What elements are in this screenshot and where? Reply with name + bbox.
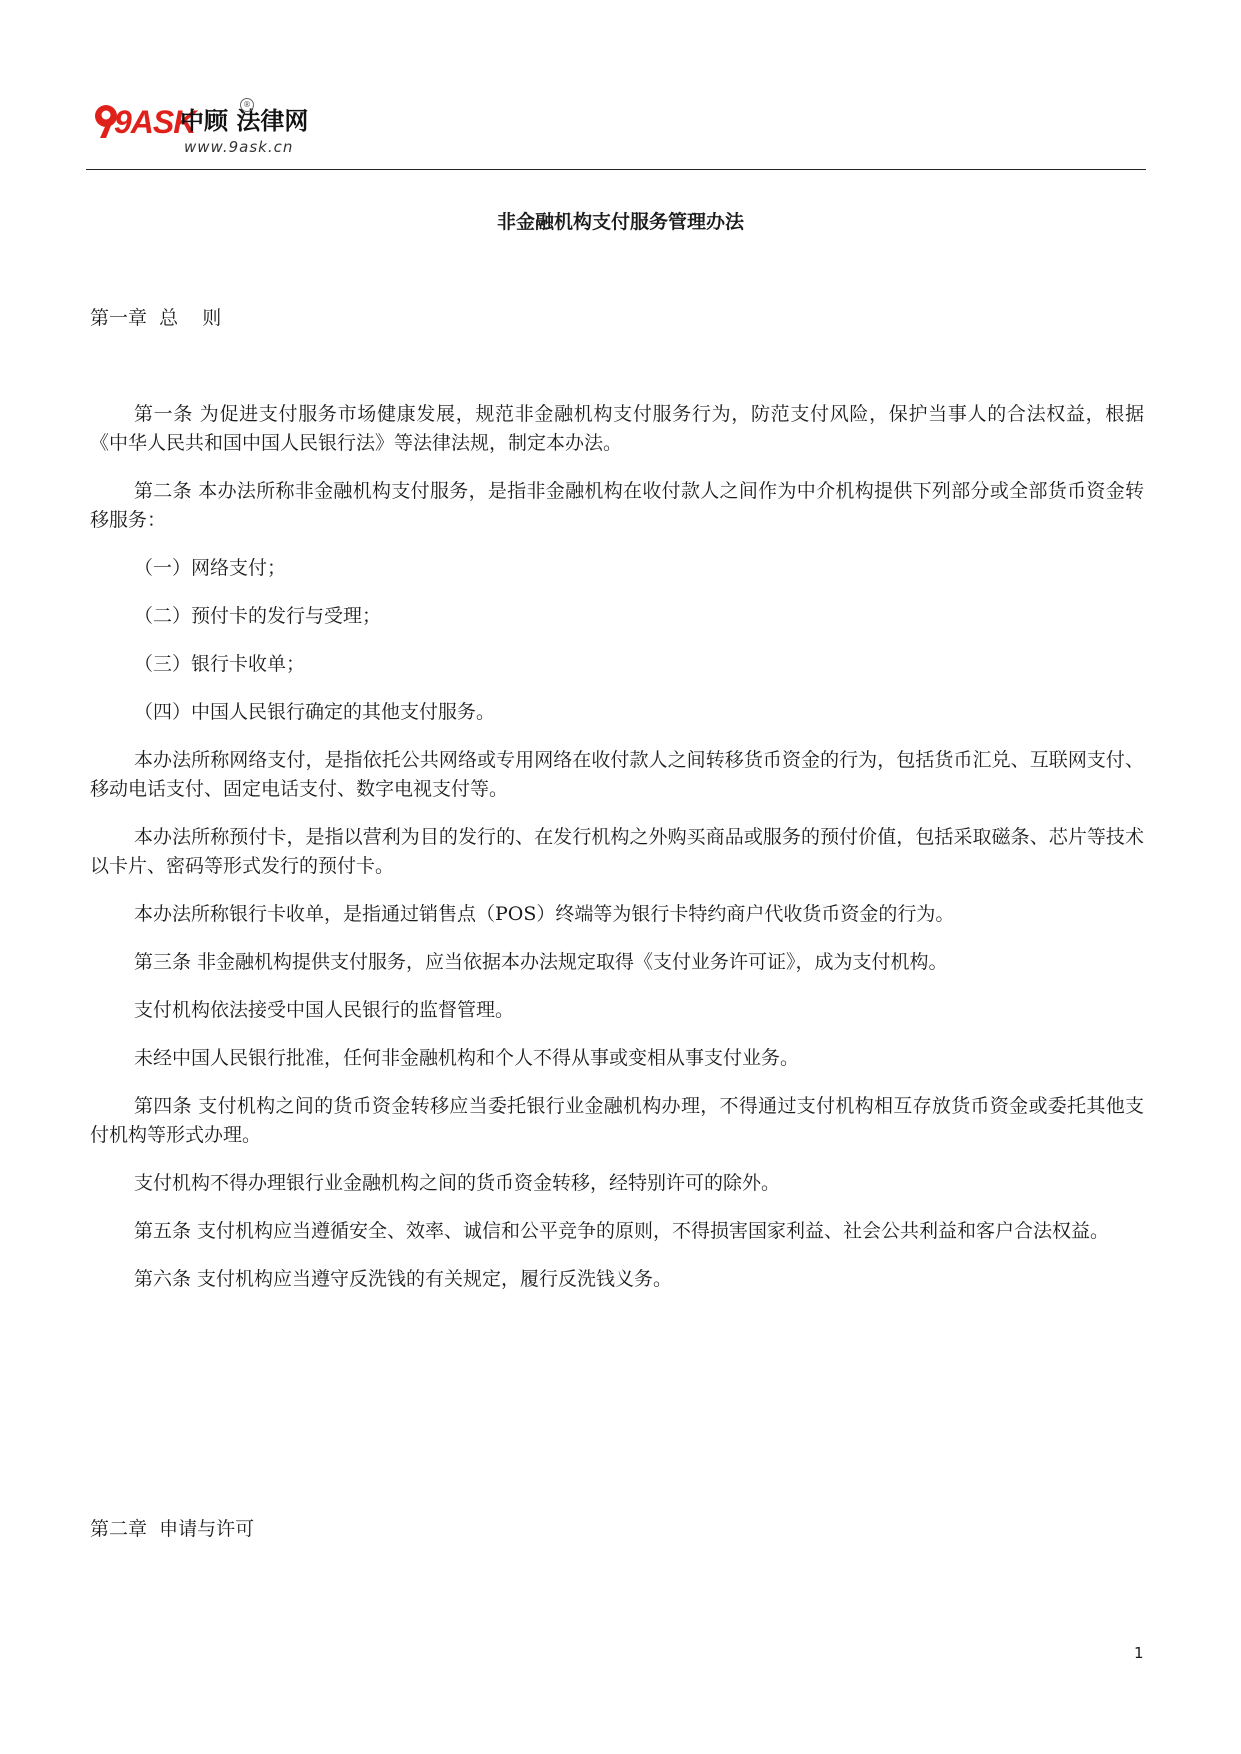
page-number: 1 bbox=[1134, 1644, 1144, 1662]
document-title: 非金融机构支付服务管理办法 bbox=[496, 211, 744, 233]
paragraph: 第一条 为促进支付服务市场健康发展，规范非金融机构支付服务行为，防范支付风险，保护当事人的合法权益，根据《中华人民共和国中国人民银行法》等法律法规，制定本办法。 bbox=[90, 403, 1144, 454]
paragraph: 支付机构依法接受中国人民银行的监督管理。 bbox=[134, 999, 515, 1021]
header-divider bbox=[86, 169, 1146, 170]
list-item: （三）银行卡收单； bbox=[134, 653, 306, 675]
chapter-heading-2: 第二章 申请与许可 bbox=[90, 1518, 255, 1540]
registered-icon: ® bbox=[240, 98, 254, 112]
list-item: （二）预付卡的发行与受理； bbox=[134, 605, 382, 627]
logo-url: www.9ask.cn bbox=[184, 138, 294, 156]
document-body bbox=[90, 400, 1144, 1313]
paragraph: 未经中国人民银行批准，任何非金融机构和个人不得从事或变相从事支付业务。 bbox=[134, 1047, 800, 1069]
paragraph: 第五条 支付机构应当遵循安全、效率、诚信和公平竞争的原则，不得损害国家利益、社会公共利益和客户合法权益。 bbox=[134, 1220, 1110, 1242]
paragraph: 第六条 支付机构应当遵守反洗钱的有关规定，履行反洗钱义务。 bbox=[134, 1268, 673, 1290]
list-item: （四）中国人民银行确定的其他支付服务。 bbox=[134, 701, 496, 723]
paragraph: 支付机构不得办理银行业金融机构之间的货币资金转移，经特别许可的除外。 bbox=[134, 1172, 781, 1194]
paragraph: 本办法所称网络支付，是指依托公共网络或专用网络在收付款人之间转移货币资金的行为，包括货币汇兑、互联网支付、移动电话支付、固定电话支付、数字电视支付等。 bbox=[90, 749, 1144, 800]
paragraph: 第四条 支付机构之间的货币资金转移应当委托银行业金融机构办理，不得通过支付机构相互存放货币资金或委托其他支付机构等形式办理。 bbox=[90, 1095, 1144, 1146]
site-logo bbox=[92, 102, 332, 158]
paragraph: 第三条 非金融机构提供支付服务，应当依据本办法规定取得《支付业务许可证》，成为支付机构。 bbox=[134, 951, 948, 973]
logo-brand: 9ASK bbox=[114, 104, 196, 140]
logo-name: 中顾 法律网 bbox=[180, 107, 309, 135]
chapter-heading-1: 第一章 总 则 bbox=[90, 307, 222, 329]
paragraph: 本办法所称银行卡收单，是指通过销售点（POS）终端等为银行卡特约商户代收货币资金的行为。 bbox=[134, 903, 955, 925]
paragraph: 本办法所称预付卡，是指以营利为目的发行的、在发行机构之外购买商品或服务的预付价值，包括采取磁条、芯片等技术以卡片、密码等形式发行的预付卡。 bbox=[90, 826, 1144, 877]
list-item: （一）网络支付； bbox=[134, 557, 287, 579]
paragraph: 第二条 本办法所称非金融机构支付服务，是指非金融机构在收付款人之间作为中介机构提供下列部分或全部货币资金转移服务： bbox=[90, 480, 1144, 531]
